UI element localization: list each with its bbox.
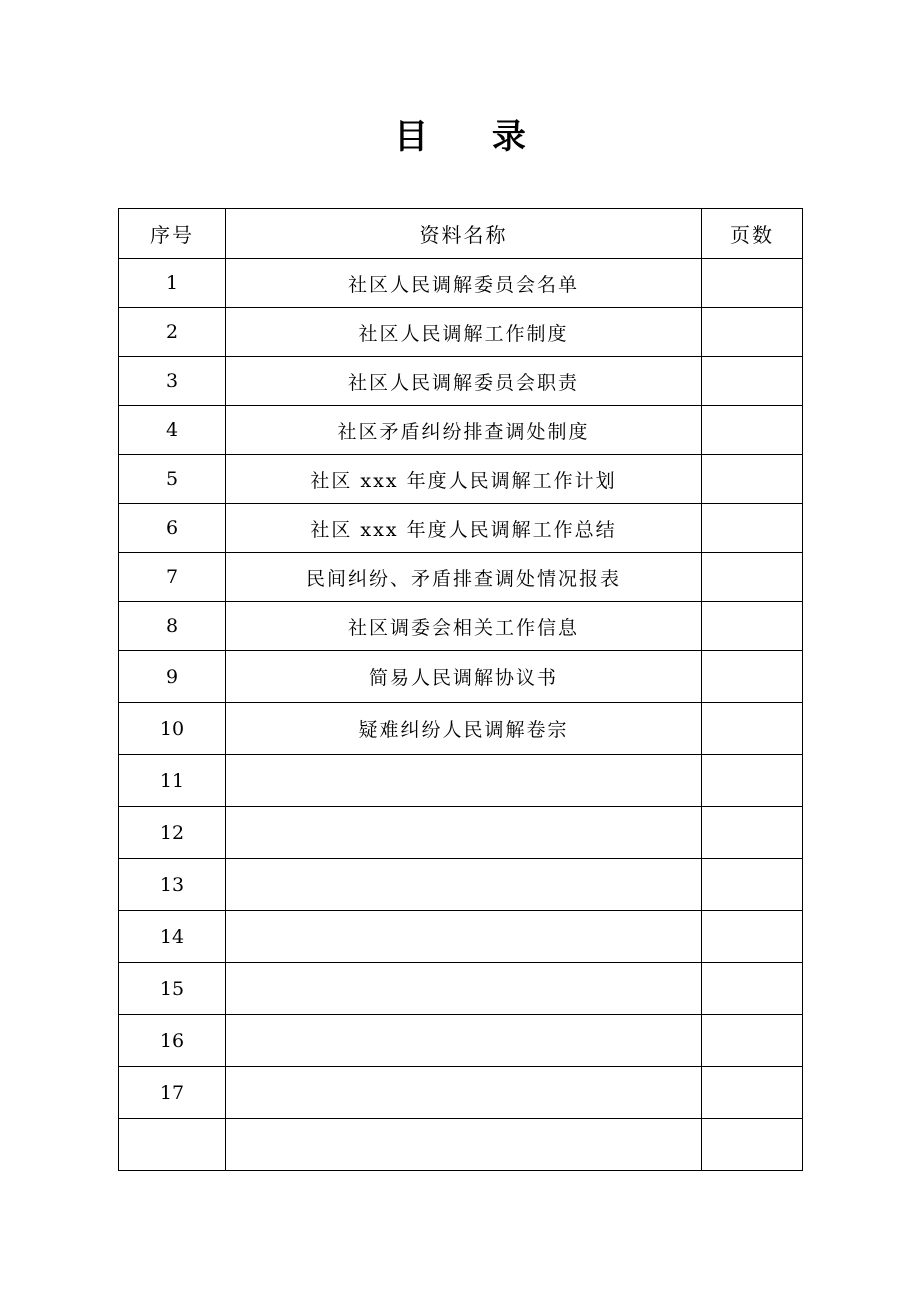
page-title: 目 录	[394, 117, 552, 157]
table-row	[119, 859, 803, 911]
row-page	[702, 703, 803, 755]
row-serial: 15	[119, 963, 226, 1015]
row-serial: 7	[119, 553, 226, 602]
row-serial: 12	[119, 807, 226, 859]
row-doc-name: 社区 xxx 年度人民调解工作总结	[226, 504, 702, 553]
table-row	[119, 602, 803, 651]
row-doc-name: 社区 xxx 年度人民调解工作计划	[226, 455, 702, 504]
row-page	[702, 553, 803, 602]
row-serial: 6	[119, 504, 226, 553]
table-row	[119, 259, 803, 308]
table-row	[119, 1067, 803, 1119]
row-doc-name	[226, 911, 702, 963]
row-serial: 3	[119, 357, 226, 406]
row-page	[702, 455, 803, 504]
row-page	[702, 911, 803, 963]
row-page	[702, 859, 803, 911]
row-page	[702, 259, 803, 308]
row-serial: 17	[119, 1067, 226, 1119]
toc-table	[118, 208, 803, 1171]
row-serial: 8	[119, 602, 226, 651]
row-serial: 13	[119, 859, 226, 911]
header-doc-name: 资料名称	[226, 209, 702, 259]
row-page	[702, 1119, 803, 1171]
row-serial: 2	[119, 308, 226, 357]
row-doc-name	[226, 1015, 702, 1067]
row-doc-name: 社区人民调解委员会职责	[226, 357, 702, 406]
table-row	[119, 755, 803, 807]
row-doc-name	[226, 859, 702, 911]
row-page	[702, 357, 803, 406]
row-serial: 9	[119, 651, 226, 703]
row-page	[702, 807, 803, 859]
row-page	[702, 1067, 803, 1119]
row-page	[702, 602, 803, 651]
table-row	[119, 1119, 803, 1171]
table-row	[119, 703, 803, 755]
table-row	[119, 308, 803, 357]
row-serial: 10	[119, 703, 226, 755]
row-doc-name: 疑难纠纷人民调解卷宗	[226, 703, 702, 755]
table-row	[119, 504, 803, 553]
row-serial: 14	[119, 911, 226, 963]
row-doc-name: 社区人民调解工作制度	[226, 308, 702, 357]
table-row	[119, 911, 803, 963]
table-row	[119, 553, 803, 602]
row-serial: 5	[119, 455, 226, 504]
row-doc-name	[226, 1067, 702, 1119]
table-row	[119, 651, 803, 703]
row-page	[702, 504, 803, 553]
row-page	[702, 308, 803, 357]
row-serial: 4	[119, 406, 226, 455]
table-row	[119, 406, 803, 455]
row-page	[702, 963, 803, 1015]
row-doc-name: 社区矛盾纠纷排查调处制度	[226, 406, 702, 455]
table-row	[119, 455, 803, 504]
row-serial	[119, 1119, 226, 1171]
header-serial: 序号	[119, 209, 226, 259]
row-doc-name	[226, 755, 702, 807]
row-doc-name: 民间纠纷、矛盾排查调处情况报表	[226, 553, 702, 602]
row-page	[702, 1015, 803, 1067]
row-page	[702, 651, 803, 703]
row-doc-name: 社区人民调解委员会名单	[226, 259, 702, 308]
table-row	[119, 963, 803, 1015]
row-serial: 11	[119, 755, 226, 807]
row-doc-name: 简易人民调解协议书	[226, 651, 702, 703]
header-page-count: 页数	[702, 209, 803, 259]
row-serial: 16	[119, 1015, 226, 1067]
table-row	[119, 357, 803, 406]
row-doc-name	[226, 1119, 702, 1171]
table-row	[119, 807, 803, 859]
table-row	[119, 1015, 803, 1067]
table-header-row	[119, 209, 803, 259]
row-page	[702, 755, 803, 807]
row-doc-name: 社区调委会相关工作信息	[226, 602, 702, 651]
row-doc-name	[226, 807, 702, 859]
row-doc-name	[226, 963, 702, 1015]
row-page	[702, 406, 803, 455]
row-serial: 1	[119, 259, 226, 308]
